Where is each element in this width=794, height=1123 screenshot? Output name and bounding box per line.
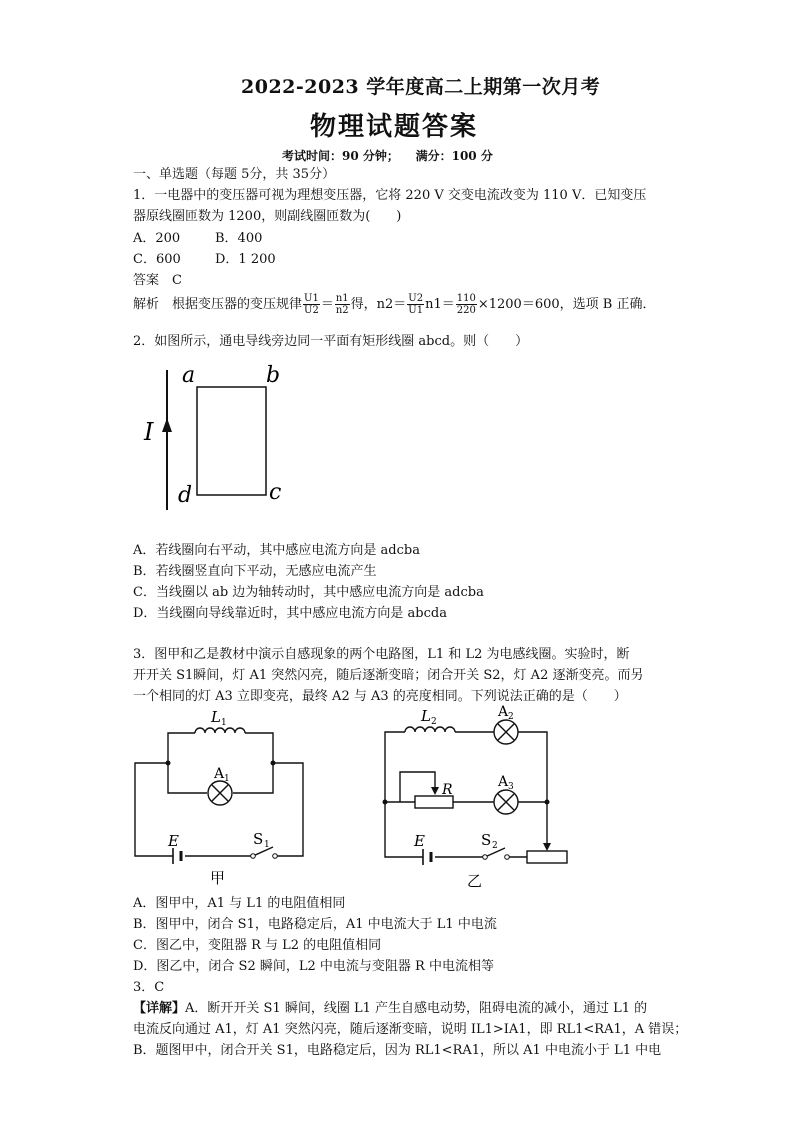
fraction-numerator: 110 [456,293,476,304]
q2-option-c: C．当线圈以 ab 边为轴转动时，其中感应电流方向是 adcba [133,585,484,600]
label-b: b [266,363,281,388]
switch-contact [251,854,256,859]
label-c: c [269,480,282,505]
q1-option-d: D．1 200 [215,252,276,267]
junction-dot [545,800,550,805]
fraction-denominator: 220 [456,305,476,316]
q3-option-b: B．图甲中，闭合 S1，电路稳定后，A1 中电流大于 L1 中电流 [133,917,497,932]
junction-dot [271,761,276,766]
q3-stem-line1: 3．图甲和乙是教材中演示自感现象的两个电路图，L1 和 L2 为电感线圈。实验时，断 [133,647,630,662]
label-a3-sub: 3 [508,782,514,792]
fraction-u2-u1 [407,293,424,316]
switch-contact [273,854,278,859]
wire [518,732,547,802]
detail-text: A．断开开关 S1 瞬间，线圈 L1 产生自感电动势，阻碍电流的减小，通过 L1 的 [185,1001,648,1016]
switch-s1-icon [253,847,273,856]
analysis-suffix: ×1200＝600，选项 B 正确． [477,297,656,312]
fraction-numerator: U1 [304,293,319,304]
detail-tag: 【详解】 [133,1001,186,1016]
fraction-denominator: U2 [304,305,319,316]
analysis-mid: 得，n2＝ [350,297,407,312]
wire [385,732,405,802]
label-a3: A [498,774,509,790]
q3-detail-line3: B．题图甲中，闭合开关 S1，电路稳定后，因为 RL1<RA1，所以 A1 中电流小于 L1 中电 [133,1043,662,1058]
rheostat-slider [400,772,435,802]
junction-dot [383,800,388,805]
wire [245,733,273,763]
slider-arrow-icon [431,787,439,795]
wire [168,763,207,793]
paper-subtitle: 物理试题答案 [310,112,479,142]
q3-option-a: A．图甲中，A1 与 L1 的电阻值相同 [133,896,346,911]
fraction-n1-n2 [335,293,350,316]
circuit-jia [125,700,325,892]
label-current: I [144,418,154,446]
wire [273,763,303,856]
label-l1-sub: 1 [221,718,227,728]
equals-sign: ＝ [320,297,334,312]
label-s2: S [481,831,492,849]
fraction-u1-u2 [303,293,320,316]
q3-stem-line2: 开开关 S1瞬间，灯 A1 突然闪亮，随后逐渐变暗；闭合开关 S2，灯 A2 逐渐变亮。而另 [133,668,644,683]
analysis-prefix: 解析 根据变压器的变压规律 [133,297,303,312]
exam-info: 考试时间：90 分钟； 满分：100 分 [282,149,493,163]
q3-detail-line1 [133,998,647,1019]
label-a: a [182,363,196,388]
exam-title: 2022-2023 学年度高二上期第一次月考 [241,76,601,98]
label-s1-sub: 1 [264,840,270,850]
fraction-numerator: U2 [408,293,424,304]
label-e: E [414,832,425,850]
fraction-110-220 [456,293,477,316]
q1-option-c: C．600 [133,252,181,267]
q1-option-a: A．200 [133,231,181,246]
label-a1-sub: 1 [224,774,230,784]
inductor-l2-icon [405,727,455,732]
label-l1: L [211,708,221,726]
circuit-yi [375,700,585,892]
inductor-l1-icon [195,728,245,733]
label-a2-sub: 2 [508,712,514,722]
fraction-denominator: n2 [335,305,349,316]
section-title: 一、单选题（每题 5分，共 35分） [133,167,336,182]
label-l2-sub: 2 [431,717,437,727]
q2-option-d: D．当线圈向导线靠近时，其中感应电流方向是 abcda [133,606,447,621]
caption-jia: 甲 [210,869,226,887]
q1-stem-line1: 1．一电器中的变压器可视为理想变压器，它将 220 V 交变电流改变为 110 V．已知变压 [133,188,647,203]
label-l2: L [421,707,431,725]
fraction-numerator: n1 [335,293,349,304]
fraction-denominator: U1 [408,305,424,316]
q1-option-b: B．400 [215,231,263,246]
q2-stem: 2．如图所示，通电导线旁边同一平面有矩形线圈 abcd。则（ ） [133,334,529,349]
label-r: R [442,782,453,798]
q3-answer: 3．C [133,980,165,995]
wire [233,763,273,793]
switch-contact [483,855,488,860]
caption-yi: 乙 [467,872,483,890]
resistor-icon [527,851,567,863]
q3-option-d: D．图乙中，闭合 S2 瞬间，L2 中电流与变阻器 R 中电流相等 [133,959,494,974]
rectangular-coil [197,387,266,495]
analysis-mid2: n1＝ [425,297,455,312]
switch-contact [505,855,510,860]
q2-option-b: B．若线圈竖直向下平动，无感应电流产生 [133,564,377,579]
q3-option-c: C．图乙中，变阻器 R 与 L2 的电阻值相同 [133,938,382,953]
q3-stem-line3: 一个相同的灯 A3 立即变亮，最终 A2 与 A3 的亮度相同。下列说法正确的是（ ） [133,689,627,704]
label-s2-sub: 2 [492,841,498,851]
q3-detail-line2: 电流反向通过 A1，灯 A1 突然闪亮，随后逐渐变暗，说明 IL1>IA1，即 RL1<RA1，A 错误； [133,1022,688,1037]
q2-option-a: A．若线圈向右平动，其中感应电流方向是 adcba [133,543,420,558]
wire [168,733,195,763]
label-s1: S [253,830,264,848]
label-e: E [168,832,179,850]
label-a1: A [214,766,225,782]
q1-analysis [133,293,655,317]
arrow-down-icon [543,843,551,851]
q1-answer: 答案 C [133,273,182,288]
current-arrow-icon [162,418,172,432]
wire-loop-figure [130,360,300,520]
label-a2: A [498,704,509,720]
junction-dot [166,761,171,766]
q1-stem-line2: 器原线圈匝数为 1200，则副线圈匝数为( ) [133,209,402,224]
label-d: d [178,483,193,508]
